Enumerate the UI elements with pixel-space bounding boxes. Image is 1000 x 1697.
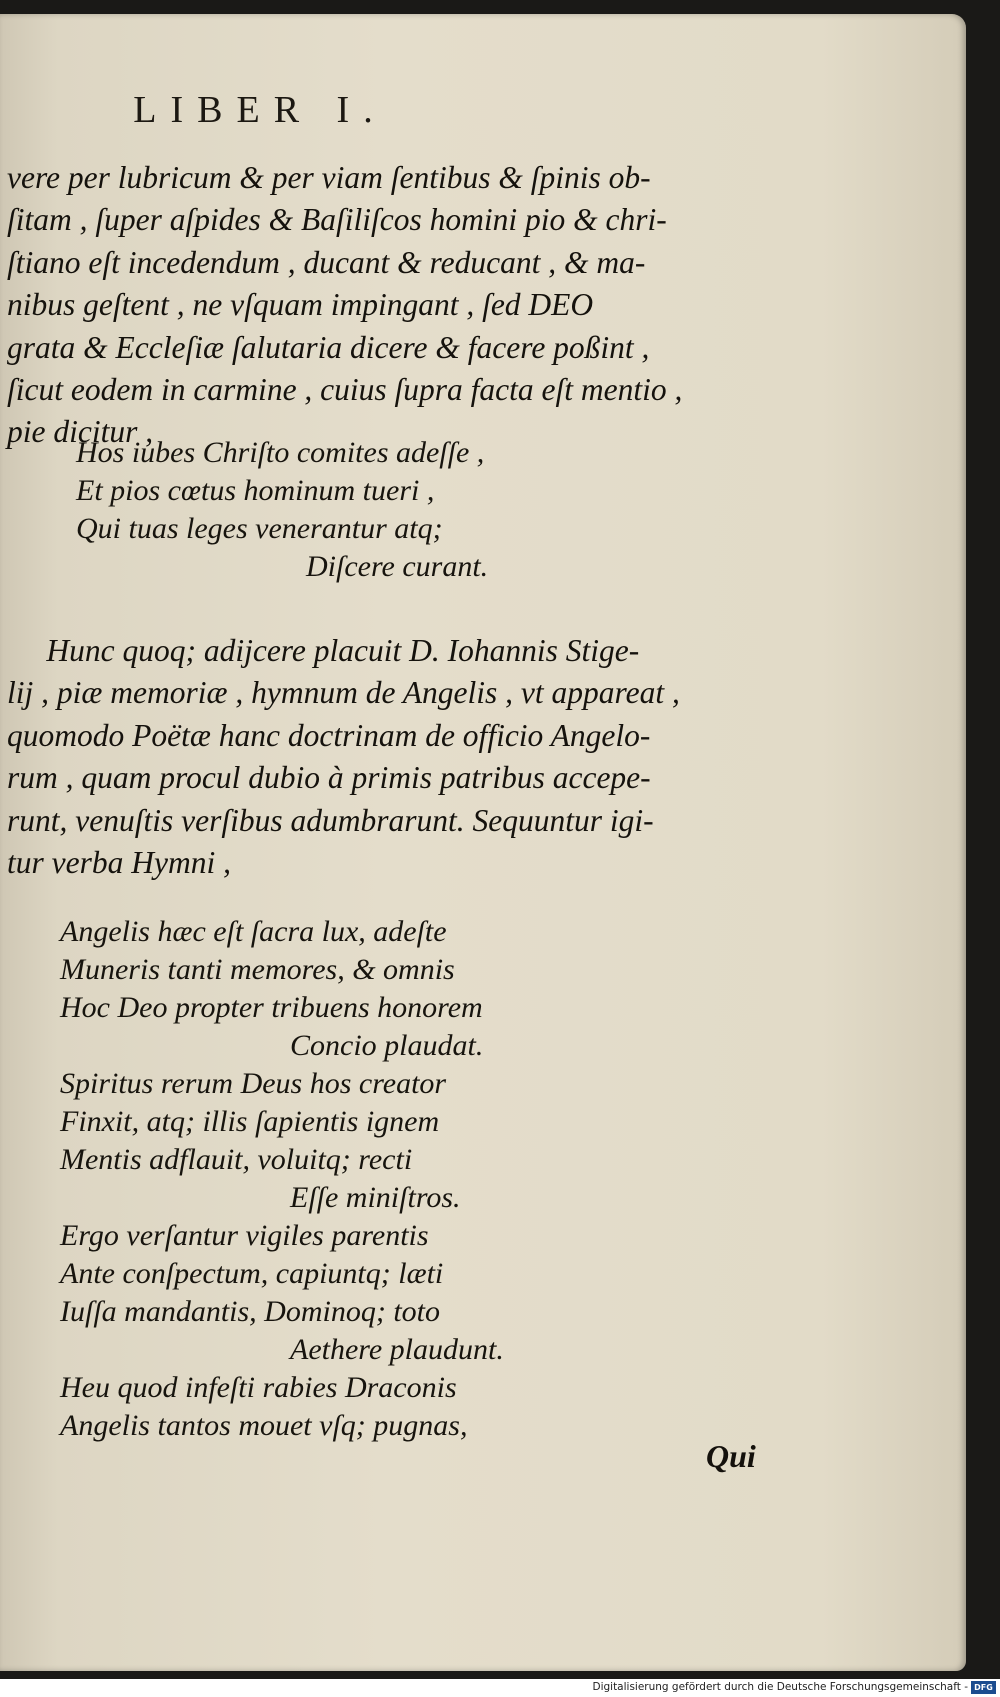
verse-line: Iuſſa mandantis, Dominoq; toto [60, 1295, 440, 1328]
text-line: ſicut eodem in carmine , cuius ſupra facta eſt mentio , [7, 371, 683, 407]
verse-line: Spiritus rerum Deus hos creator [60, 1067, 447, 1100]
text-line: quomodo Poëtæ hanc doctrinam de officio Angelo- [7, 717, 651, 753]
running-title: LIBER I. [133, 89, 387, 131]
paragraph-2 [7, 630, 767, 884]
footer-bar [0, 1679, 1000, 1697]
verse-line: Qui tuas leges venerantur atq; [76, 512, 443, 545]
verse-line: Angelis tantos mouet vſq; pugnas, [60, 1409, 468, 1442]
dfg-logo: DFG [971, 1681, 996, 1694]
verse-line: Diſcere curant. [306, 550, 489, 583]
verse-line: Et pios cœtus hominum tueri , [76, 474, 435, 507]
catchword: Qui [706, 1438, 756, 1474]
verse-line: Ergo verſantur vigiles parentis [60, 1219, 429, 1252]
text-line: ſtiano eſt incedendum , ducant & reducant , & ma- [7, 244, 646, 280]
text-line: tur verba Hymni , [7, 844, 231, 880]
verse-line: Muneris tanti memores, & omnis [60, 953, 455, 986]
text-line: grata & Eccleſiæ ſalutaria dicere & facere poßint , [7, 329, 650, 365]
verse-line: Hos iubes Chriſto comites adeſſe , [76, 436, 485, 469]
text-line: nibus geſtent , ne vſquam impingant , ſed DEO [7, 287, 594, 323]
verse-line: Ante conſpectum, capiuntq; læti [60, 1257, 444, 1290]
funding-credit: Digitalisierung gefördert durch die Deutsche Forschungsgemeinschaft - [592, 1681, 968, 1693]
verse-line: Aethere plaudunt. [290, 1333, 504, 1366]
verse-block-1 [76, 434, 488, 586]
text-line: vere per lubricum & per viam ſentibus & ſpinis ob- [7, 160, 651, 195]
paragraph-1 [7, 157, 767, 454]
book-page [0, 14, 966, 1671]
verse-block-2 [60, 913, 504, 1445]
verse-line: Eſſe miniſtros. [290, 1181, 461, 1214]
verse-line: Concio plaudat. [290, 1029, 484, 1062]
text-line: ſitam , ſuper aſpides & Baſiliſcos homini pio & chri- [7, 202, 667, 238]
text-line: rum , quam procul dubio à primis patribus accepe- [7, 760, 651, 796]
verse-line: Finxit, atq; illis ſapientis ignem [60, 1105, 440, 1138]
verse-line: Hoc Deo propter tribuens honorem [60, 991, 483, 1024]
verse-line: Heu quod infeſti rabies Draconis [60, 1371, 457, 1404]
text-line: Hunc quoq; adijcere placuit D. Iohannis Stige- [7, 633, 640, 668]
text-line: lij , piæ memoriæ , hymnum de Angelis , vt appareat , [7, 675, 680, 711]
text-line: runt, venuſtis verſibus adumbrarunt. Sequuntur igi- [7, 802, 654, 838]
verse-line: Angelis hæc eſt ſacra lux, adeſte [60, 915, 447, 948]
text-line: pie dicitur , [7, 414, 154, 450]
verse-line: Mentis adflauit, voluitq; recti [60, 1143, 413, 1176]
